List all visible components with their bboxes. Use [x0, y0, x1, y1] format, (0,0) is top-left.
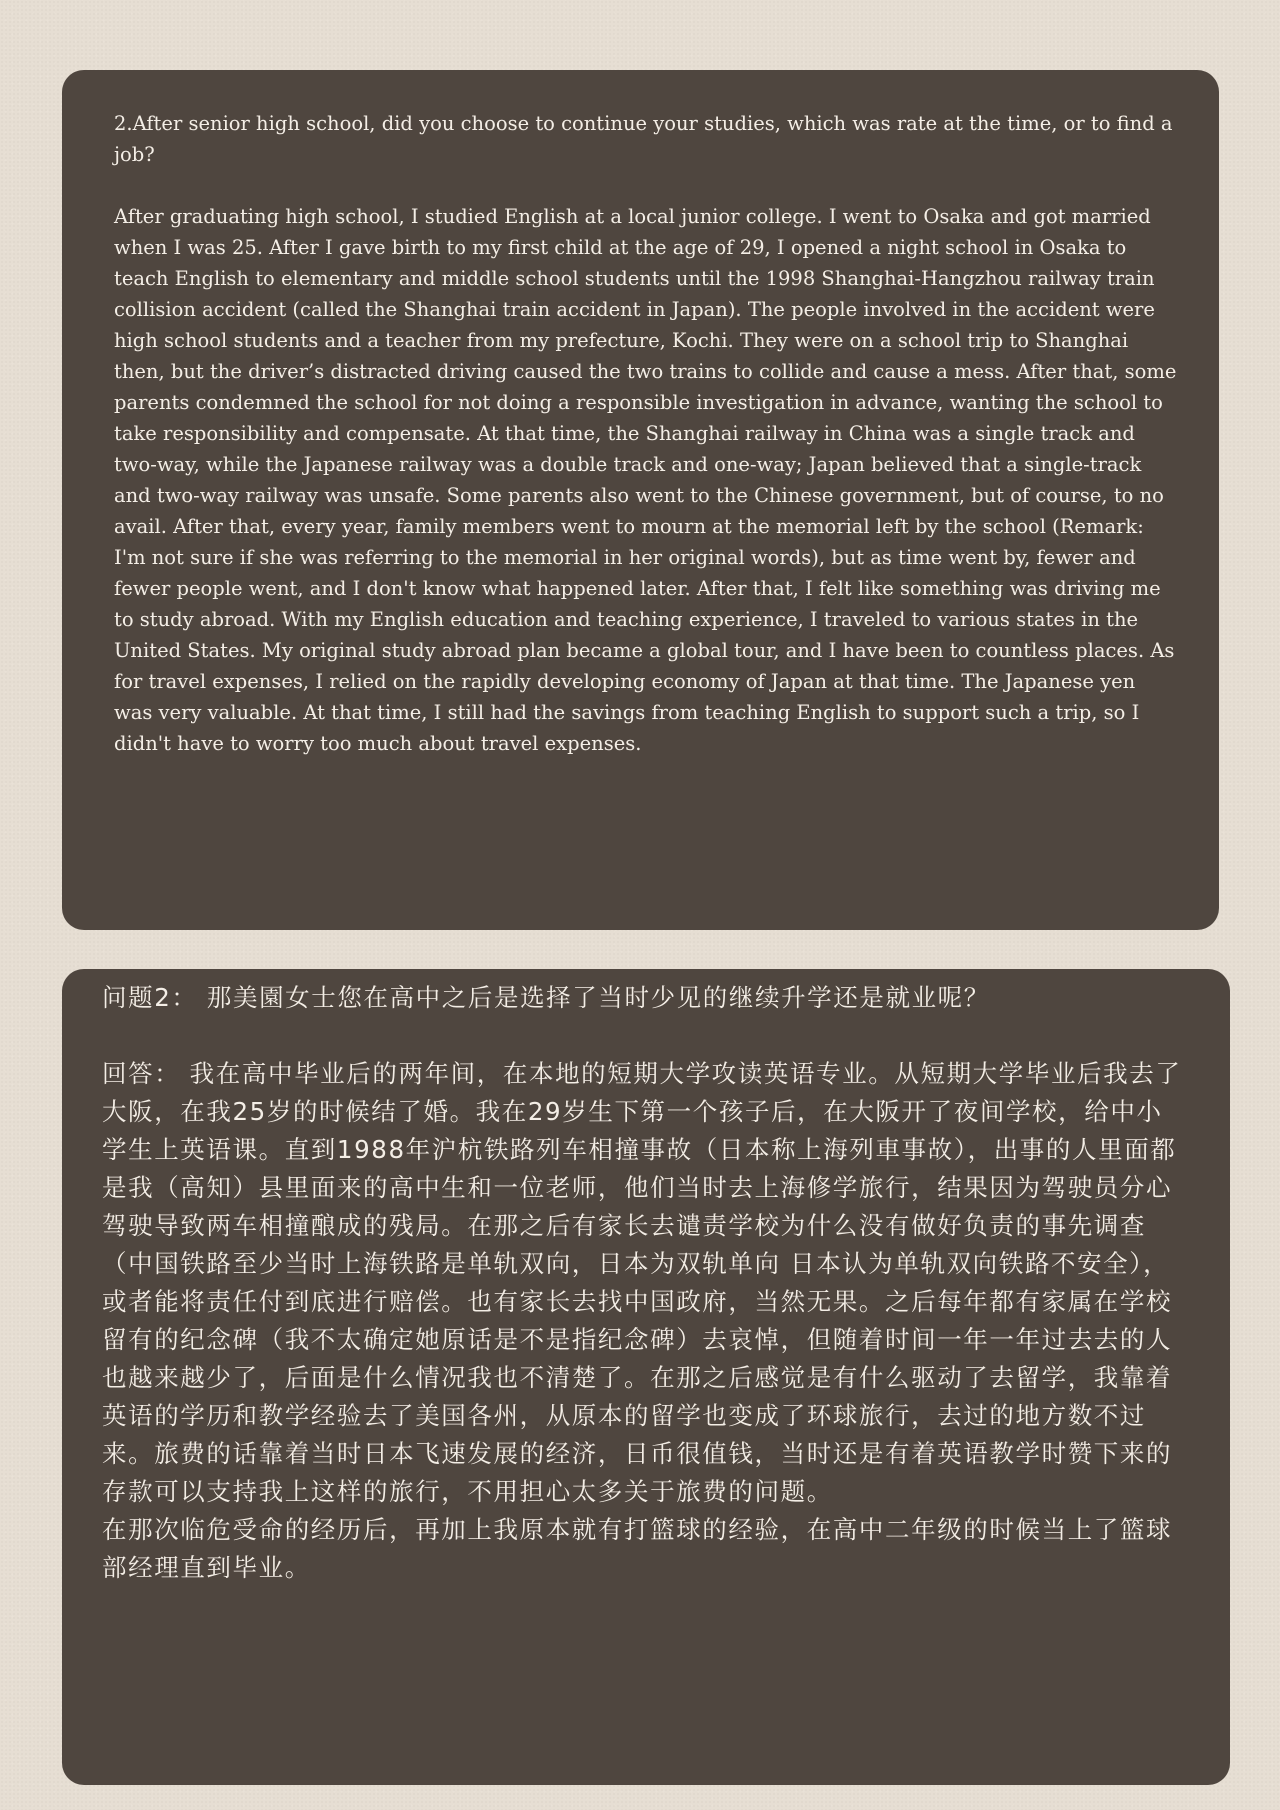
english-interview-card: [62, 70, 1219, 930]
chinese-interview-card: [62, 969, 1230, 1785]
english-question: 2.After senior high school, did you choose to continue your studies, which was rate at the time, or to find a job?: [114, 112, 1173, 166]
chinese-question: 问题2： 那美園女士您在高中之后是选择了当时少见的继续升学还是就业呢？: [102, 983, 990, 1012]
chinese-answer: 回答： 我在高中毕业后的两年间，在本地的短期大学攻读英语专业。从短期大学毕业后我去了大阪，在我25岁的时候结了婚。我在29岁生下第一个孩子后，在大阪开了夜间学校，给中小学生上英语课。直到1988年沪杭铁路列车相撞事故（日本称上海列車事故），出事的人里面都是我（高知）县里面来的高中生和一位老师，他们当时去上海修学旅行，结果因为驾驶员分心驾驶导致两车相撞酿成的残局。在那之后有家长去谴责学校为什么没有做好负责的事先调查（中国铁路至少当时上海铁路是单轨双向，日本为双轨单向 日本认为单轨双向铁路不安全），或者能将责任付到底进行赔偿。也有家长去找中国政府，当然无果。之后每年都有家属在学校留有的纪念碑（我不太确定她原话是不是指纪念碑）去哀悼，但随着时间一年一年过去去的人也越来越少了，后面是什么情况我也不清楚了。在那之后感觉是有什么驱动了去留学，我靠着英语的学历和教学经验去了美国各州，从原本的留学也变成了环球旅行，去过的地方数不过来。旅费的话靠着当时日本飞速发展的经济，日币很值钱，当时还是有着英语教学时赞下来的存款可以支持我上这样的旅行，不用担心太多关于旅费的问题。: [102, 1059, 1182, 1506]
chinese-followup: 在那次临危受命的经历后，再加上我原本就有打篮球的经验，在高中二年级的时候当上了篮球部经理直到毕业。: [102, 1515, 1173, 1582]
english-answer: After graduating high school, I studied English at a local junior college. I went to Osaka and got married when I was 25. After I gave birth to my first child at the age of 29, I opened a night school in Osaka to teach English to elementary and middle school students until the 1998 Shanghai-Hangzhou railway train collision accident (called the Shanghai train accident in Japan). The people involved in the accident were high school students and a teacher from my prefecture, Kochi. They were on a school trip to Shanghai then, but the driver’s distracted driving caused the two trains to collide and cause a mess. After that, some parents condemned the school for not doing a responsible investigation in advance, wanting the school to take responsibility and compensate. At that time, the Shanghai railway in China was a single track and two-way, while the Japanese railway was a double track and one-way; Japan believed that a single-track and two-way railway was unsafe. Some parents also went to the Chinese government, but of course, to no avail. After that, every year, family members went to mourn at the memorial left by the school (Remark: I'm not sure if she was referring to the memorial in her original words), but as time went by, fewer and fewer people went, and I don't know what happened later. After that, I felt like something was driving me to study abroad. With my English education and teaching experience, I traveled to various states in the United States. My original study abroad plan became a global tour, and I have been to countless places. As for travel expenses, I relied on the rapidly developing economy of Japan at that time. The Japanese yen was very valuable. At that time, I still had the savings from teaching English to support such a trip, so I didn't have to worry too much about travel expenses.: [114, 205, 1177, 755]
